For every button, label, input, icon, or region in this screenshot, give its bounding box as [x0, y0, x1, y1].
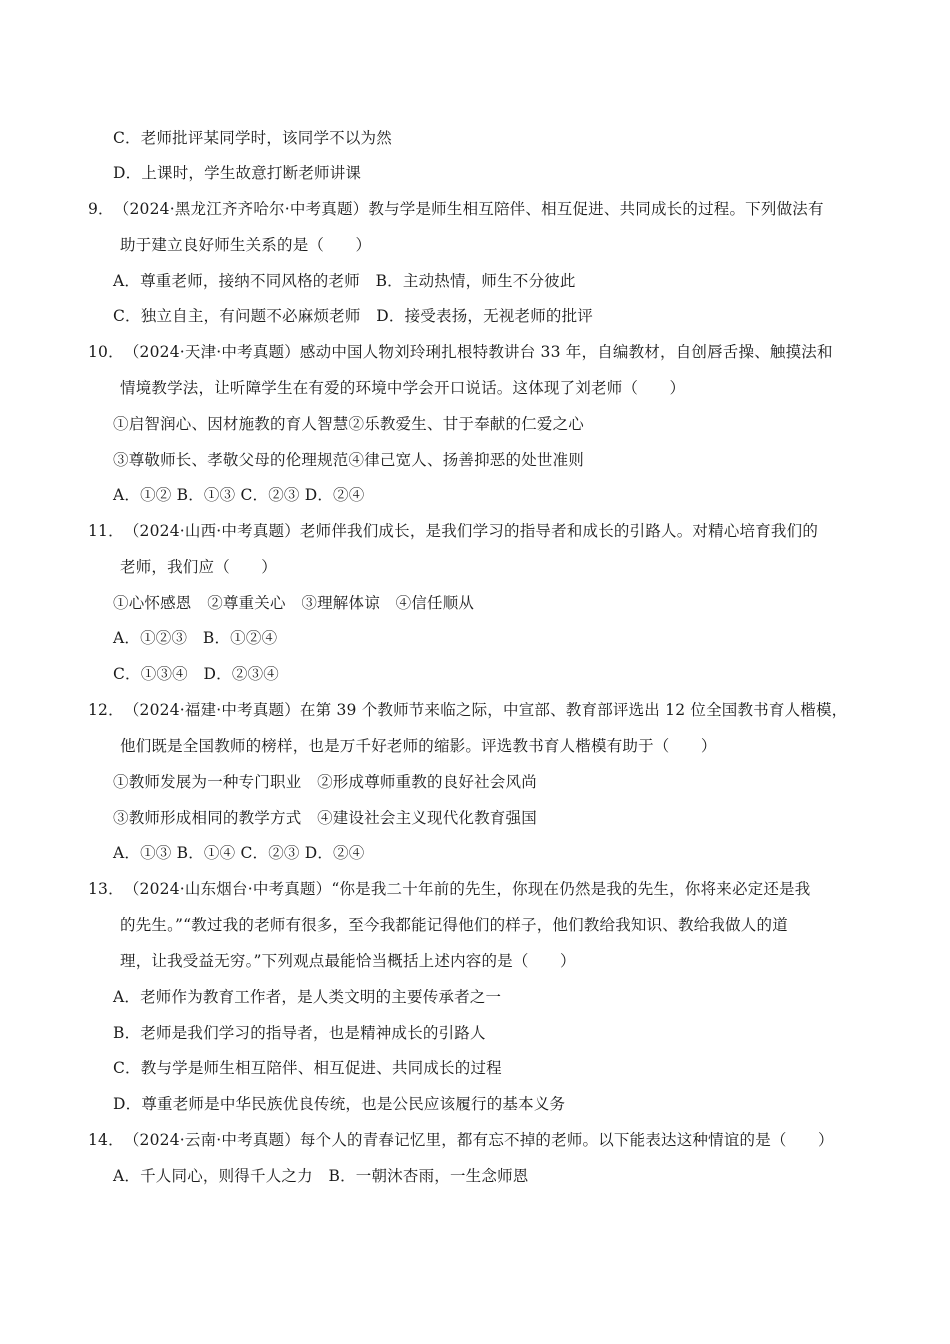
- question-11-stem: [88, 521, 818, 541]
- question-text: 情境教学法，让听障学生在有爱的环境中学会开口说话。这体现了刘老师（ ）: [120, 379, 686, 397]
- option-line: A．①② B．①③ C．②③ D．②④: [113, 486, 365, 504]
- question-text: （2024·天津·中考真题）感动中国人物刘玲琍扎根特教讲台 33 年，自编教材，自创唇舌操、触摸法和: [123, 343, 833, 361]
- question-number: 9．: [88, 200, 114, 218]
- option-line: A．尊重老师，接纳不同风格的老师 B．主动热情，师生不分彼此: [113, 272, 576, 290]
- question-number: 11．: [88, 522, 124, 540]
- question-text: 理，让我受益无穷。”下列观点最能恰当概括上述内容的是（ ）: [120, 952, 576, 970]
- question-text: （2024·山东烟台·中考真题）“你是我二十年前的先生，你现在仍然是我的先生，你将来必定还是我: [123, 880, 811, 898]
- question-number: 13．: [88, 880, 124, 898]
- option-line: A．千人同心，则得千人之力 B．一朝沐杏雨，一生念师恩: [113, 1167, 529, 1185]
- question-text: （2024·山西·中考真题）老师伴我们成长，是我们学习的指导者和成长的引路人。对精心培育我们的: [123, 522, 819, 540]
- option-line: C．老师批评某同学时，该同学不以为然: [113, 129, 392, 147]
- option-line: D．上课时，学生故意打断老师讲课: [113, 164, 362, 182]
- option-line: ①心怀感恩 ②尊重关心 ③理解体谅 ④信任顺从: [113, 594, 475, 612]
- option-line: ①教师发展为一种专门职业 ②形成尊师重教的良好社会风尚: [113, 773, 537, 791]
- question-text: （2024·云南·中考真题）每个人的青春记忆里，都有忘不掉的老师。以下能表达这种情谊的是（ ）: [123, 1131, 834, 1149]
- option-line: B．老师是我们学习的指导者，也是精神成长的引路人: [113, 1024, 486, 1042]
- option-line: ③教师形成相同的教学方式 ④建设社会主义现代化教育强国: [113, 809, 537, 827]
- question-text: （2024·福建·中考真题）在第 39 个教师节来临之际，中宣部、教育部评选出 12 位全国教书育人楷模，: [123, 701, 848, 719]
- option-line: C．独立自主，有问题不必麻烦老师 D．接受表扬，无视老师的批评: [113, 307, 593, 325]
- question-text: 助于建立良好师生关系的是（ ）: [120, 236, 372, 254]
- question-13-stem: [88, 879, 810, 899]
- question-12-stem: [88, 700, 847, 720]
- question-text: （2024·黑龙江齐齐哈尔·中考真题）教与学是师生相互陪伴、相互促进、共同成长的过程。下列做法有: [113, 200, 824, 218]
- option-line: ③尊敬师长、孝敬父母的伦理规范④律己宽人、扬善抑恶的处世准则: [113, 451, 585, 469]
- question-14-stem: [88, 1130, 834, 1150]
- question-text: 他们既是全国教师的榜样，也是万千好老师的缩影。评选教书育人楷模有助于（ ）: [120, 737, 717, 755]
- question-text: 的先生。”“教过我的老师有很多，至今我都能记得他们的样子，他们教给我知识、教给我做人的道: [120, 916, 788, 934]
- option-line: A．老师作为教育工作者，是人类文明的主要传承者之一: [113, 988, 502, 1006]
- question-number: 10．: [88, 343, 124, 361]
- option-line: ①启智润心、因材施教的育人智慧②乐教爱生、甘于奉献的仁爱之心: [113, 415, 585, 433]
- question-9-stem: [88, 199, 824, 219]
- option-line: D．尊重老师是中华民族优良传统，也是公民应该履行的基本义务: [113, 1095, 566, 1113]
- question-10-stem: [88, 342, 833, 362]
- option-line: C．①③④ D．②③④: [113, 665, 279, 683]
- question-text: 老师，我们应（ ）: [120, 558, 278, 576]
- option-line: A．①②③ B．①②④: [113, 629, 278, 647]
- option-line: A．①③ B．①④ C．②③ D．②④: [113, 844, 365, 862]
- question-number: 12．: [88, 701, 124, 719]
- question-number: 14．: [88, 1131, 124, 1149]
- option-line: C．教与学是师生相互陪伴、相互促进、共同成长的过程: [113, 1059, 502, 1077]
